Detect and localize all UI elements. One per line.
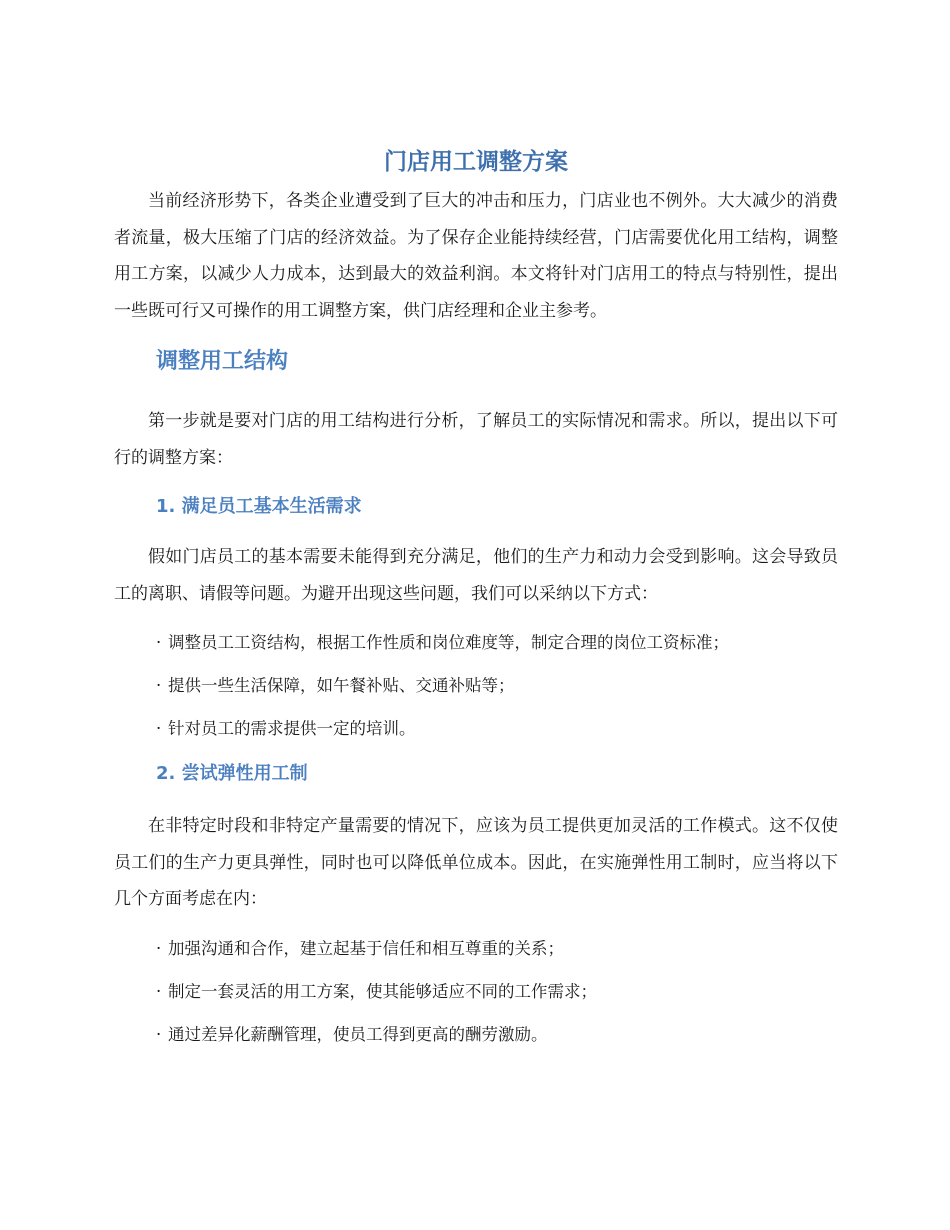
list-item-text: 加强沟通和合作，建立起基于信任和相互尊重的关系； (168, 938, 564, 958)
list-item (156, 1021, 838, 1049)
list-item-text: 制定一套灵活的用工方案，使其能够适应不同的工作需求； (168, 981, 597, 1001)
list-item-text: 针对员工的需求提供一定的培训。 (168, 719, 416, 738)
list-item-text: 调整员工工资结构，根据工作性质和岗位难度等，制定合理的岗位工资标准； (168, 633, 729, 652)
section-heading-adjust-structure: 调整用工结构 (156, 349, 289, 374)
list-item (156, 672, 838, 700)
subsection-heading-basic-needs: 1. 满足员工基本生活需求 (156, 496, 362, 517)
bullet-marker: · (156, 633, 162, 652)
list-item (156, 629, 838, 657)
list-item (156, 715, 838, 743)
section-paragraph: 第一步就是要对门店的用工结构进行分析，了解员工的实际情况和需求。所以，提出以下可行的调整方案： (114, 411, 838, 468)
intro-paragraph: 当前经济形势下，各类企业遭受到了巨大的冲击和压力，门店业也不例外。大大减少的消费者流量，极大压缩了门店的经济效益。为了保存企业能持续经营，门店需要优化用工结构，调整用工方案，以减少人力成本，达到最大的效益利润。本文将针对门店用工的特点与特别性，提出一些既可行又可操作的用工调整方案，供门店经理和企业主参考。 (114, 191, 838, 321)
bullet-marker: · (156, 1024, 162, 1044)
bullet-marker: · (156, 719, 162, 738)
bullet-marker: · (156, 676, 162, 695)
list-item-text: 通过差异化薪酬管理，使员工得到更高的酬劳激励。 (168, 1024, 548, 1044)
document-title: 门店用工调整方案 (384, 149, 568, 175)
bullet-marker: · (156, 981, 162, 1001)
subsection-heading-flexible-work: 2. 尝试弹性用工制 (156, 763, 308, 784)
subsection-paragraph-basic-needs: 假如门店员工的基本需要未能得到充分满足，他们的生产力和动力会受到影响。这会导致员工的离职、请假等问题。为避开出现这些问题，我们可以采纳以下方式： (114, 547, 838, 604)
bullet-marker: · (156, 938, 162, 958)
list-item (156, 935, 838, 963)
list-item-text: 提供一些生活保障，如午餐补贴、交通补贴等； (168, 676, 515, 695)
subsection-paragraph-flexible-work: 在非特定时段和非特定产量需要的情况下，应该为员工提供更加灵活的工作模式。这不仅使员工们的生产力更具弹性，同时也可以降低单位成本。因此，在实施弹性用工制时，应当将以下几个方面考虑在内： (114, 816, 838, 909)
list-item (156, 978, 838, 1006)
